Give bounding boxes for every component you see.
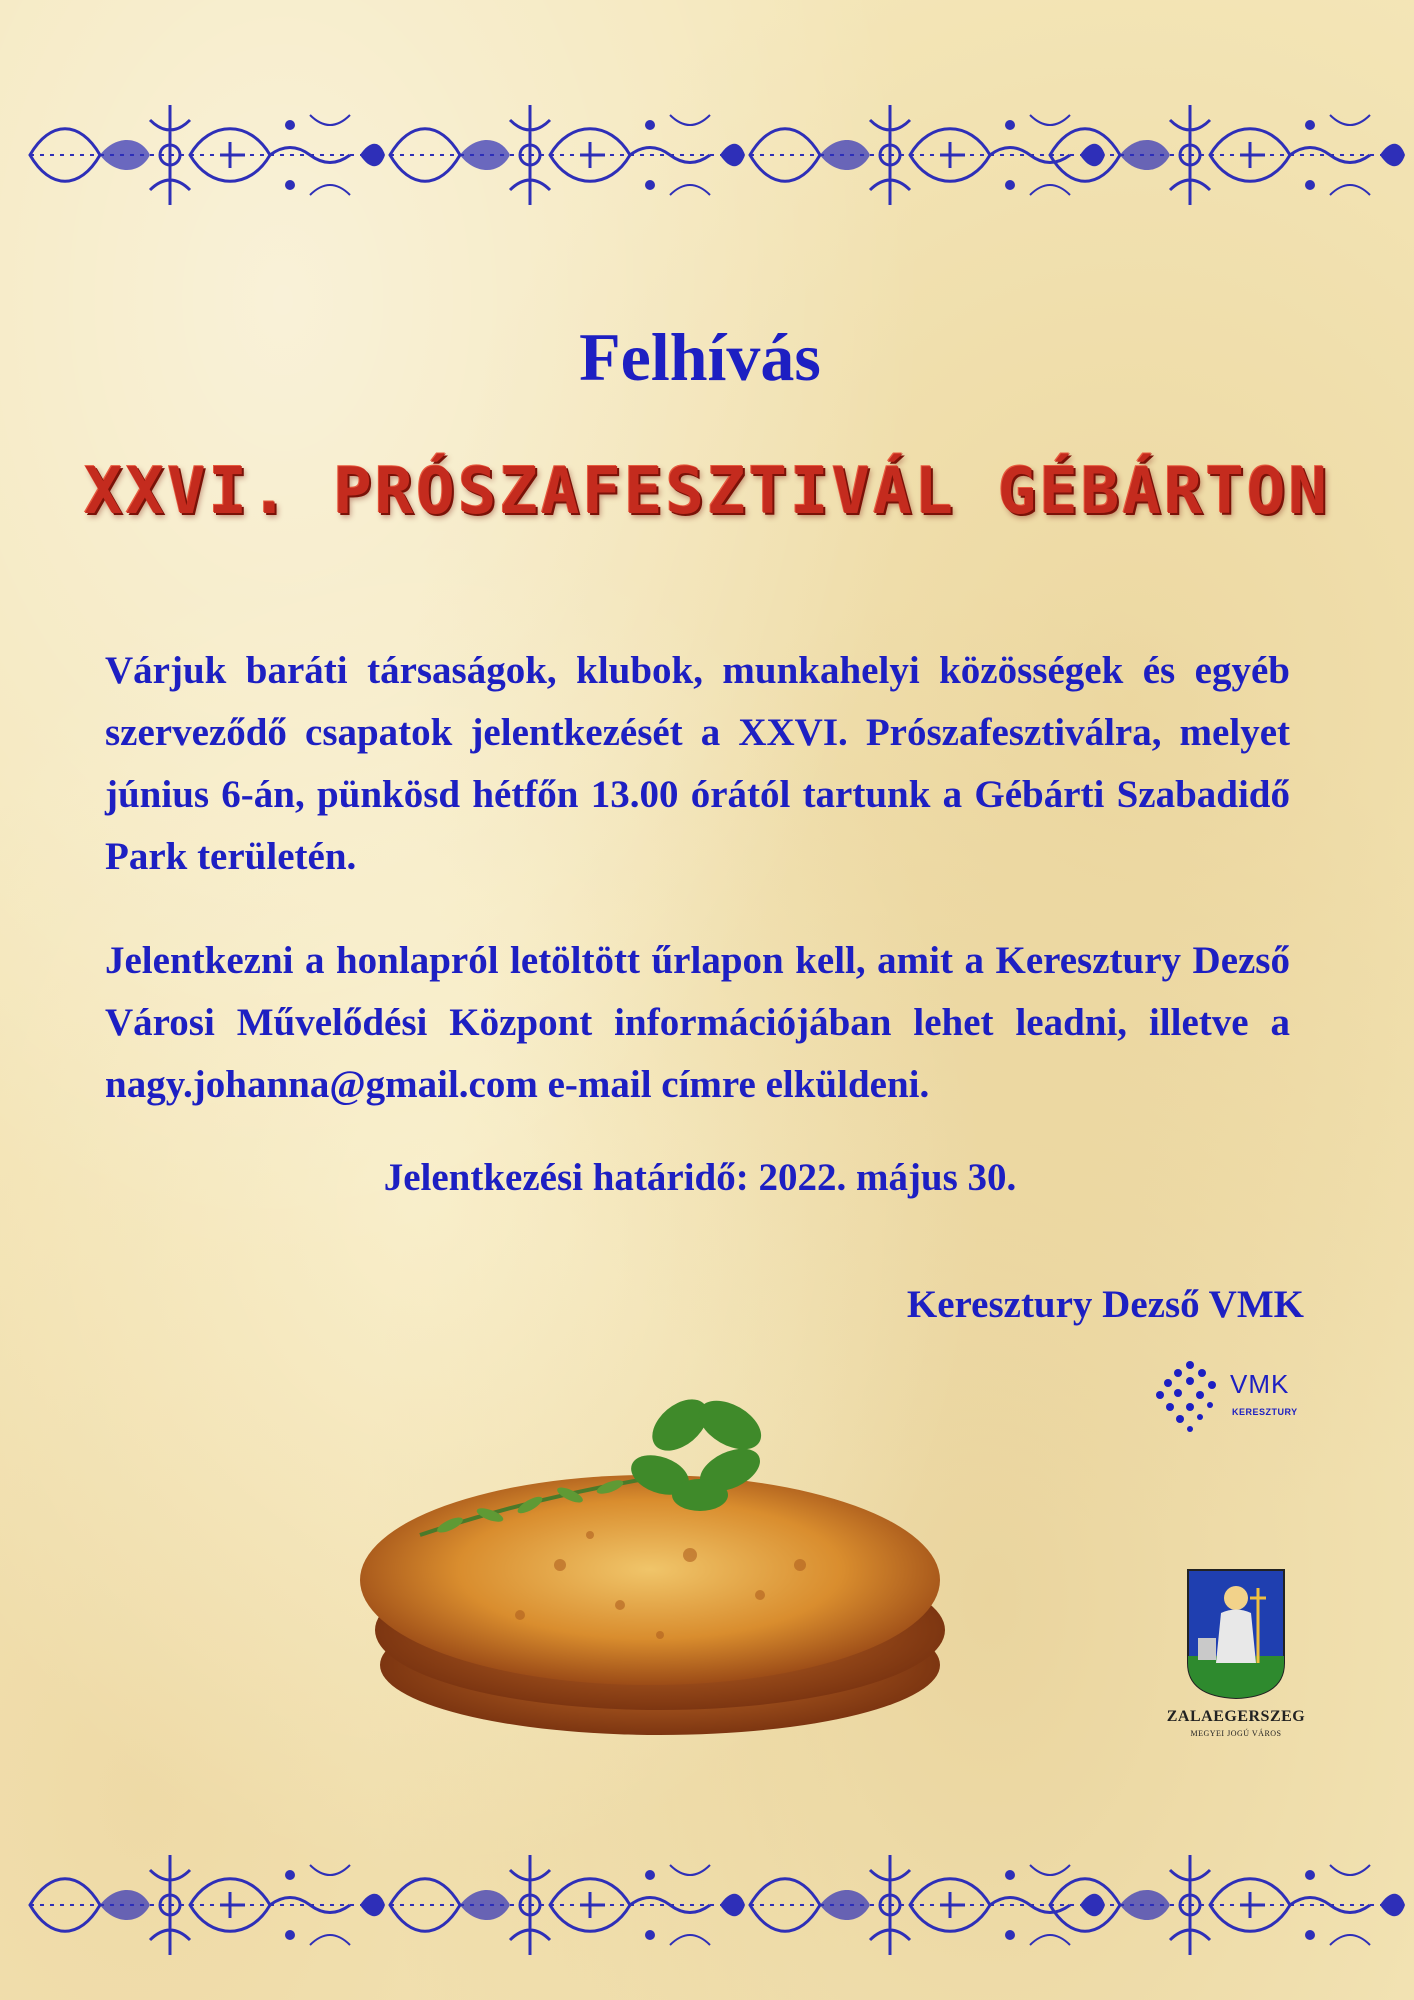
vmk-logo [1150, 1355, 1310, 1435]
vmk-logo-text: VMK [1230, 1369, 1290, 1399]
potato-pancake-image [340, 1365, 960, 1745]
registration-deadline: Jelentkezési határidő: 2022. május 30. [383, 1156, 1017, 1199]
bottom-folk-border [0, 1830, 1414, 1980]
organizer-signature: Keresztury Dezső VMK [906, 1283, 1304, 1326]
city-subtitle: MEGYEI JOGÚ VÁROS [1190, 1729, 1282, 1738]
vmk-logo-subtitle: KERESZTURY [1232, 1407, 1298, 1417]
invitation-paragraph: Várjuk baráti társaságok, klubok, munkahelyi közösségek és egyéb szerveződő csapatok jelentkezését a XXVI. Prószafesztiválra, melyet június 6-án, pünkösd hétfőn 13.00 órától tartunk a Gébárti Szabadidő Park területén. [105, 649, 1290, 878]
festival-title: XXVI. PRÓSZAFESZTIVÁL GÉBÁRTON [84, 455, 1330, 529]
top-folk-border [0, 80, 1414, 230]
registration-paragraph: Jelentkezni a honlapról letöltött űrlapon kell, amit a Keresztury Dezső Városi Művelődési Központ információjában lehet leadni, illetve a nagy.johanna@gmail.com e-mail címre elküldeni. [105, 939, 1290, 1106]
city-name: ZALAEGERSZEG [1166, 1708, 1306, 1725]
page-heading: Felhívás [579, 319, 821, 395]
dots-logo-icon [1150, 1355, 1230, 1435]
city-coat-of-arms-icon [1186, 1568, 1286, 1700]
